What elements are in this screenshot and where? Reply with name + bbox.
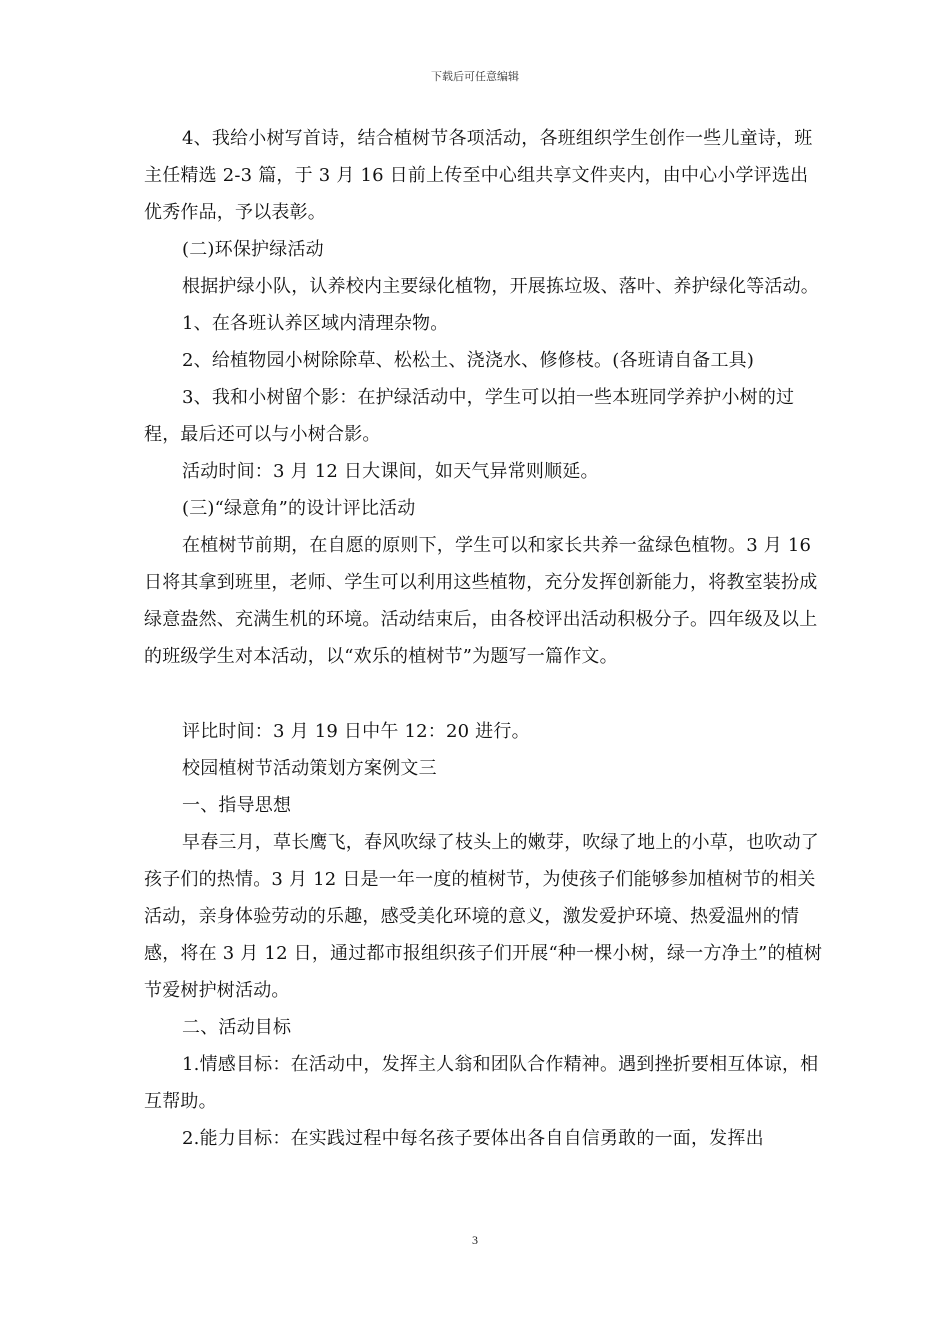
heading-goals: 二、活动目标 xyxy=(182,1017,292,1038)
page-number: 3 xyxy=(472,1233,478,1247)
paragraph-green-team: 根据护绿小队，认养校内主要绿化植物，开展拣垃圾、落叶、养护绿化等活动。 xyxy=(182,276,819,297)
blank-line xyxy=(144,675,824,713)
heading-plan-three: 校园植树节活动策划方案例文三 xyxy=(182,758,437,779)
list-item-clean: 1、在各班认养区域内清理杂物。 xyxy=(182,313,449,334)
paragraph-green-corner: 在植树节前期，在自愿的原则下，学生可以和家长共养一盆绿色植物。3 月 16 日将其拿到班里，老师、学生可以利用这些植物，充分发挥创新能力，将教室装扮成绿意盎然、充满生机的环境。活动结束后，由各校评出活动积极分子。四年级及以上的班级学生对本活动，以“欢乐的植树节”为题写一篇作文。 xyxy=(144,535,818,667)
list-item-weeding: 2、给植物园小树除除草、松松土、浇浇水、修修枝。(各班请自备工具) xyxy=(182,350,755,371)
heading-green-protection: (二)环保护绿活动 xyxy=(182,239,324,260)
list-item-photo: 3、我和小树留个影：在护绿活动中，学生可以拍一些本班同学养护小树的过程，最后还可以与小树合影。 xyxy=(144,387,795,445)
paragraph-ability-goal: 2.能力目标：在实践过程中每名孩子要体出各自自信勇敢的一面，发挥出 xyxy=(182,1128,764,1149)
paragraph-activity-time: 活动时间：3 月 12 日大课间，如天气异常则顺延。 xyxy=(182,461,599,482)
page-header: 下载后可任意编辑 xyxy=(431,70,519,83)
heading-green-corner: (三)“绿意角”的设计评比活动 xyxy=(182,498,416,519)
paragraph-poem-activity: 4、我给小树写首诗，结合植树节各项活动，各班组织学生创作一些儿童诗，班主任精选 2-3 篇，于 3 月 16 日前上传至中心组共享文件夹内，由中心小学评选出优秀作品，予以表彰。 xyxy=(144,128,813,223)
document-body xyxy=(144,120,824,1157)
paragraph-judging-time: 评比时间：3 月 19 日中午 12：20 进行。 xyxy=(182,721,530,742)
paragraph-guiding-idea: 早春三月，草长鹰飞，春风吹绿了枝头上的嫩芽，吹绿了地上的小草，也吹动了孩子们的热情。3 月 12 日是一年一度的植树节，为使孩子们能够参加植树节的相关活动，亲身体验劳动的乐趣，感受美化环境的意义，激发爱护环境、热爱温州的情感，将在 3 月 12 日，通过都市报组织孩子们开展“种一棵小树，绿一方净土”的植树节爱树护树活动。 xyxy=(144,832,823,1001)
heading-guiding-idea: 一、指导思想 xyxy=(182,795,292,816)
paragraph-emotion-goal: 1.情感目标：在活动中，发挥主人翁和团队合作精神。遇到挫折要相互体谅，相互帮助。 xyxy=(144,1054,819,1112)
